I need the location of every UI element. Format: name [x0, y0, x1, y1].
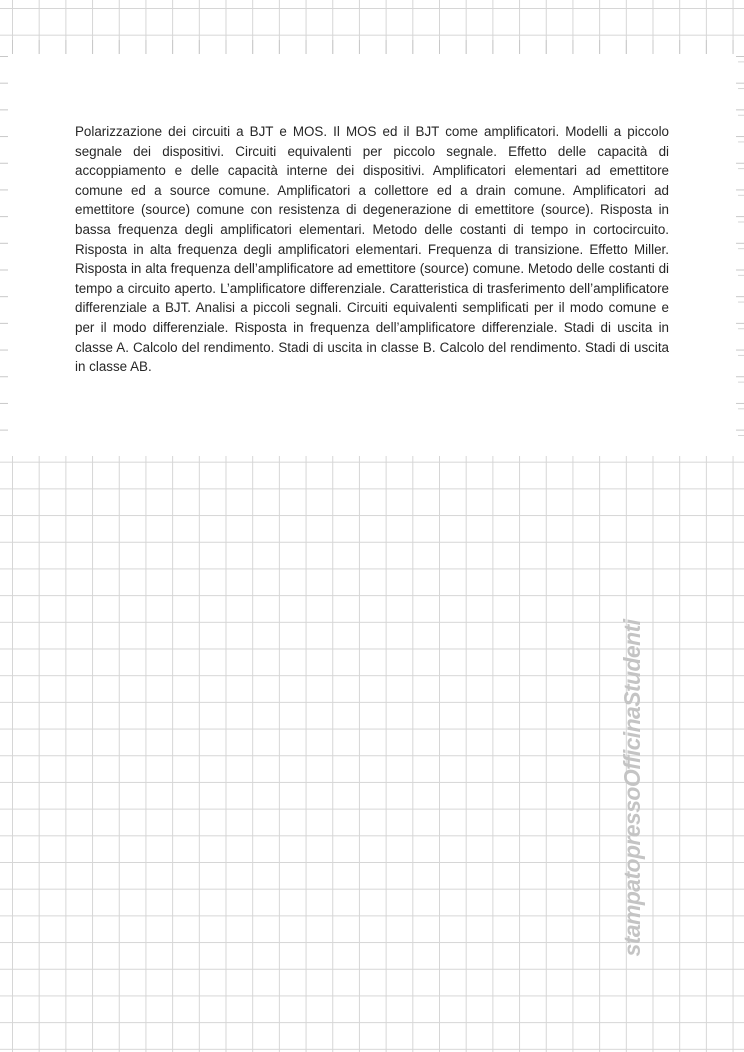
- right-edge-ticks: [736, 54, 744, 456]
- left-edge-ticks: [0, 54, 8, 456]
- printer-watermark: stampatopressoOfficinaStudenti: [619, 619, 645, 957]
- top-edge-ticks: [0, 40, 744, 54]
- course-description-paragraph: Polarizzazione dei circuiti a BJT e MOS. Il MOS ed il BJT come amplificatori. Modelli a piccolo segnale dei dispositivi. Circuiti equivalenti per piccolo segnale. Effetto delle capacità di accoppiamento e delle capacità interne dei dispositivi. Amplificatori elementari ad emettitore comune ed a source comune. Amplificatori a collettore ed a drain comune. Amplificatori ad emettitore (source) comune con resistenza di degenerazione di emettitore (source). Risposta in bassa frequenza degli amplificatori elementari. Metodo delle costanti di tempo in cortocircuito. Risposta in alta frequenza degli amplificatori elementari. Frequenza di transizione. Effetto Miller. Risposta in alta frequenza dell’amplificatore ad emettitore (source) comune. Metodo delle costanti di tempo a circuito aperto. L’amplificatore differenziale. Caratteristica di trasferimento dell’amplificatore differenziale a BJT. Analisi a piccoli segnali. Circuiti equivalenti semplificati per il modo comune e per il modo differenziale. Risposta in frequenza dell’amplificatore differenziale. Stadi di uscita in classe A. Calcolo del rendimento. Stadi di uscita in classe B. Calcolo del rendimento. Stadi di uscita in classe AB.: [75, 124, 669, 375]
